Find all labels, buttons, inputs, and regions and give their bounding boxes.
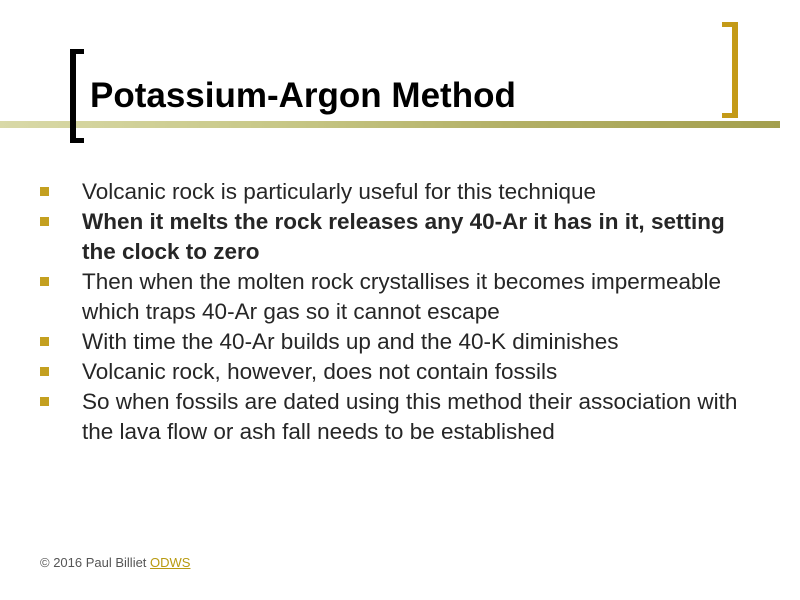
- bullet-item: [40, 357, 760, 387]
- bullet-text: So when fossils are dated using this method their association with the lava flow or ash fall needs to be established: [82, 389, 738, 444]
- square-bullet-icon: [40, 187, 49, 196]
- bullet-text: With time the 40-Ar builds up and the 40-K diminishes: [82, 329, 619, 354]
- right-bracket-decoration: [722, 22, 738, 118]
- title-underline-rule: [0, 121, 780, 128]
- left-bracket-decoration: [70, 49, 84, 143]
- bullet-text: Volcanic rock, however, does not contain fossils: [82, 359, 558, 384]
- bullet-text: Then when the molten rock crystallises it becomes impermeable which traps 40-Ar gas so it cannot escape: [82, 269, 722, 324]
- slide-title: Potassium-Argon Method: [90, 76, 516, 115]
- square-bullet-icon: [40, 217, 49, 226]
- square-bullet-icon: [40, 367, 49, 376]
- bullet-item: [40, 387, 760, 447]
- bullet-item: [40, 267, 760, 327]
- bullet-text: Volcanic rock is particularly useful for this technique: [82, 179, 596, 204]
- square-bullet-icon: [40, 397, 49, 406]
- square-bullet-icon: [40, 337, 49, 346]
- copyright-text: © 2016 Paul Billiet: [40, 555, 151, 570]
- footer-credit: [40, 555, 190, 570]
- bullet-list: [40, 177, 760, 447]
- bullet-item: [40, 177, 760, 207]
- bullet-item: [40, 327, 760, 357]
- bullet-text: When it melts the rock releases any 40-Ar it has in it, setting the clock to zero: [82, 209, 725, 264]
- odws-link[interactable]: ODWS: [150, 555, 191, 570]
- square-bullet-icon: [40, 277, 49, 286]
- bullet-item: [40, 207, 760, 267]
